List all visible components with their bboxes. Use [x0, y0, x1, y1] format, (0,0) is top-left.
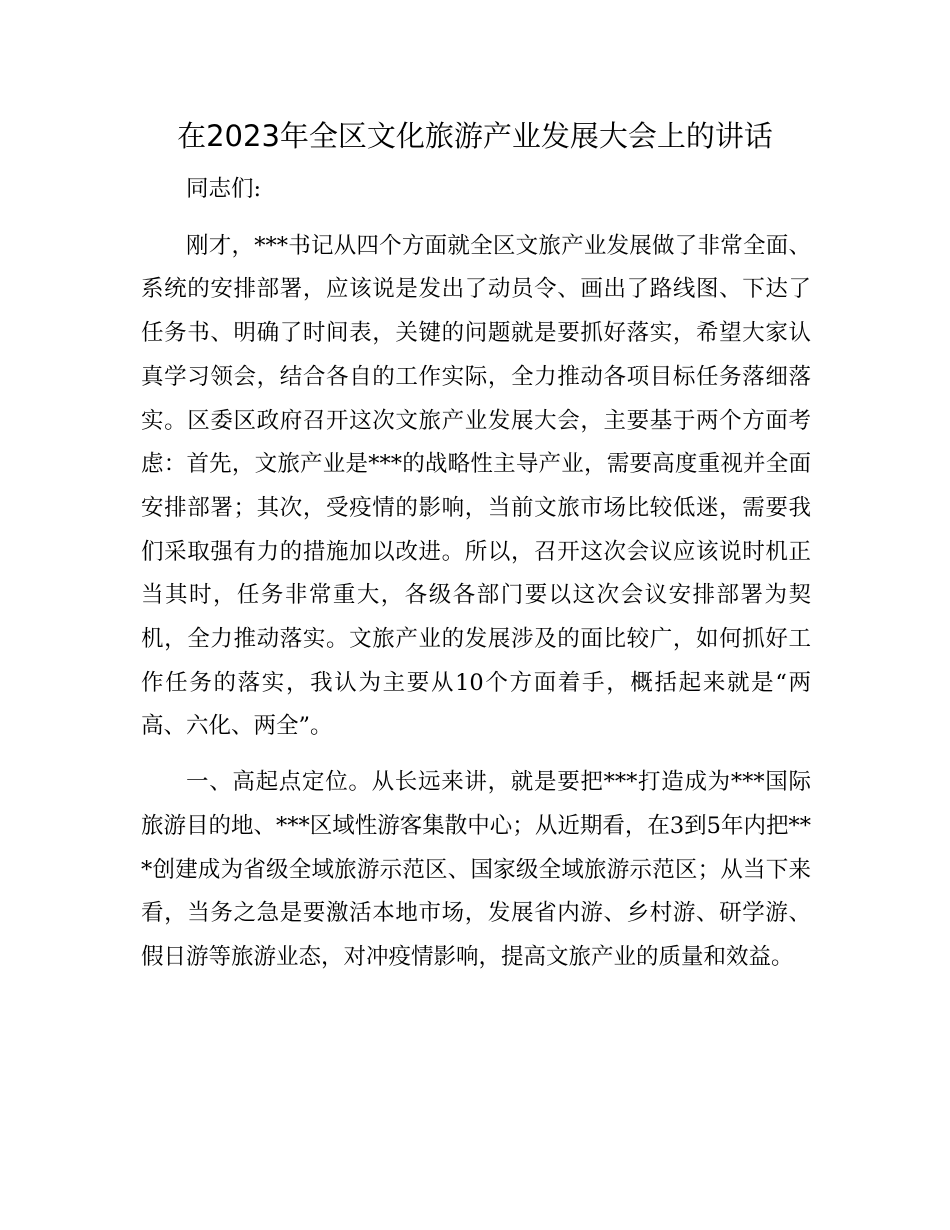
paragraph-section-one: 一、高起点定位。从长远来讲，就是要把***打造成为***国际旅游目的地、***区域性游客集散中心；从近期看，在3到5年内把***创建成为省级全域旅游示范区、国家级全域旅游示范区；从当下来看，当务之急是要激活本地市场，发展省内游、乡村游、研学游、假日游等旅游业态，对冲疫情影响，提高文旅产业的质量和效益。	[141, 769, 811, 970]
salutation: 同志们:	[186, 176, 262, 202]
document-title: 在2023年全区文化旅游产业发展大会上的讲话	[177, 119, 773, 153]
document-body	[141, 168, 811, 980]
paragraph-opening: 刚才，***书记从四个方面就全区文旅产业发展做了非常全面、系统的安排部署，应该说是发出了动员令、画出了路线图、下达了任务书、明确了时间表，关键的问题就是要抓好落实，希望大家认真学习领会，结合各自的工作实际，全力推动各项目标任务落细落实。区委区政府召开这次文旅产业发展大会，主要基于两个方面考虑：首先，文旅产业是***的战略性主导产业，需要高度重视并全面安排部署；其次，受疫情的影响，当前文旅市场比较低迷，需要我们采取强有力的措施加以改进。所以，召开这次会议应该说时机正当其时，任务非常重大，各级各部门要以这次会议安排部署为契机，全力推动落实。文旅产业的发展涉及的面比较广，如何抓好工作任务的落实，我认为主要从10个方面着手，概括起来就是“两高、六化、两全”。	[141, 232, 811, 740]
